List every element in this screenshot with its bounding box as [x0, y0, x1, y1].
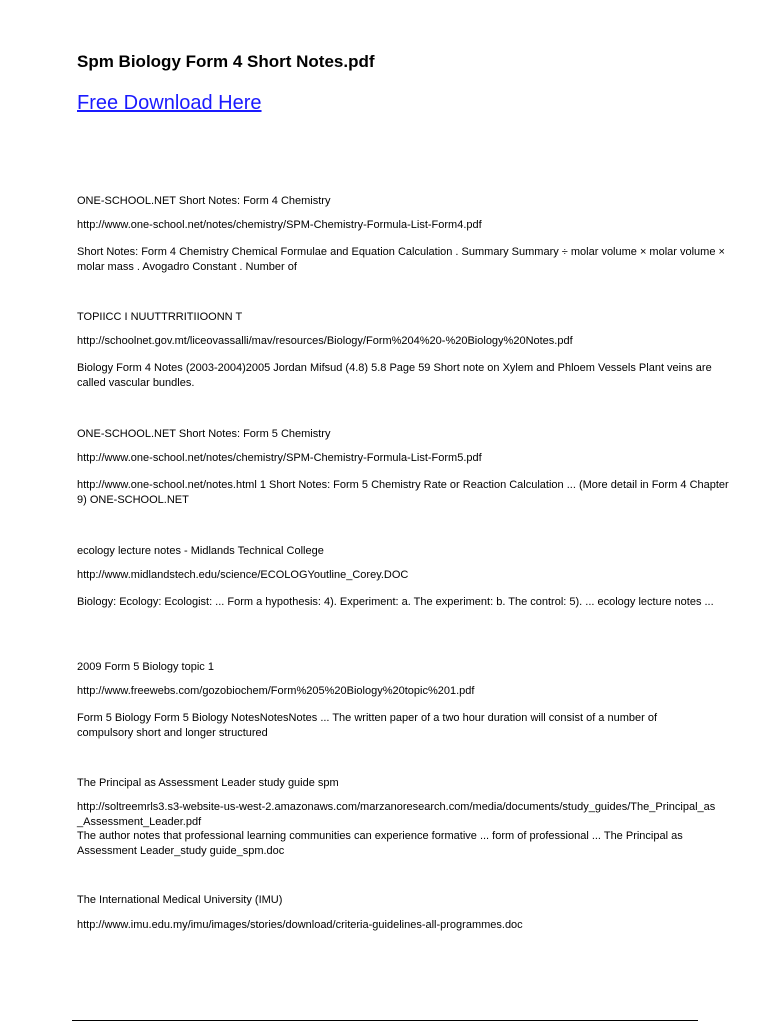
entry-url: http://www.one-school.net/notes/chemistry/SPM-Chemistry-Formula-List-Form4.pdf	[77, 219, 482, 231]
entry-snippet: Biology Form 4 Notes (2003-2004)2005 Jordan Mifsud (4.8) 5.8 Page 59 Short note on Xylem and Phloem Vessels Plant veins are called vascular bundles.	[77, 362, 712, 389]
entry-heading: ONE-SCHOOL.NET Short Notes: Form 4 Chemistry	[77, 195, 331, 207]
entry-url: http://soltreemrls3.s3-website-us-west-2.amazonaws.com/marzanoresearch.com/media/documents/study_guides/The_Principal_as_Assessment_Leader.pdf	[77, 801, 716, 828]
entry-url: http://www.imu.edu.my/imu/images/stories/download/criteria-guidelines-all-programmes.doc	[77, 919, 523, 931]
entry-url: http://www.freewebs.com/gozobiochem/Form%205%20Biology%20topic%201.pdf	[77, 685, 475, 697]
entry-heading: ONE-SCHOOL.NET Short Notes: Form 5 Chemistry	[77, 428, 331, 440]
entry-heading: ecology lecture notes - Midlands Technical College	[77, 545, 324, 557]
entry-snippet: Form 5 Biology Form 5 Biology NotesNotesNotes ... The written paper of a two hour duration will consist of a number of compulsory short and longer structured	[77, 712, 658, 739]
entry-snippet: The author notes that professional learning communities can experience formative ... form of professional ... The Principal as Assessment Leader_study guide_spm.doc	[77, 830, 683, 857]
entry-heading: TOPIICC I NUUTTRRITIIOONN T	[77, 311, 243, 323]
entry-snippet: Biology: Ecology: Ecologist: ... Form a hypothesis: 4). Experiment: a. The experiment: b. The control: 5). ... ecology lecture notes ...	[77, 596, 714, 608]
entry-url: http://www.midlandstech.edu/science/ECOLOGYoutline_Corey.DOC	[77, 569, 409, 581]
free-download-link[interactable]: Free Download Here	[77, 92, 262, 114]
entry-heading: The International Medical University (IMU)	[77, 894, 283, 906]
entry-heading: 2009 Form 5 Biology topic 1	[77, 661, 214, 673]
footer-divider	[72, 1020, 698, 1021]
entry-url: http://www.one-school.net/notes/chemistry/SPM-Chemistry-Formula-List-Form5.pdf	[77, 452, 482, 464]
entry-snippet: Short Notes: Form 4 Chemistry Chemical Formulae and Equation Calculation . Summary Summary ÷ molar volume × molar volume × molar mass . Avogadro Constant . Number of	[77, 246, 725, 273]
entry-url: http://schoolnet.gov.mt/liceovassalli/mav/resources/Biology/Form%204%20-%20Biology%20Notes.pdf	[77, 335, 573, 347]
entry-heading: The Principal as Assessment Leader study guide spm	[77, 777, 339, 789]
document-title: Spm Biology Form 4 Short Notes.pdf	[77, 52, 375, 71]
entry-snippet: http://www.one-school.net/notes.html 1 Short Notes: Form 5 Chemistry Rate or Reaction Calculation ... (More detail in Form 4 Chapter 9) ONE-SCHOOL.NET	[77, 479, 729, 506]
